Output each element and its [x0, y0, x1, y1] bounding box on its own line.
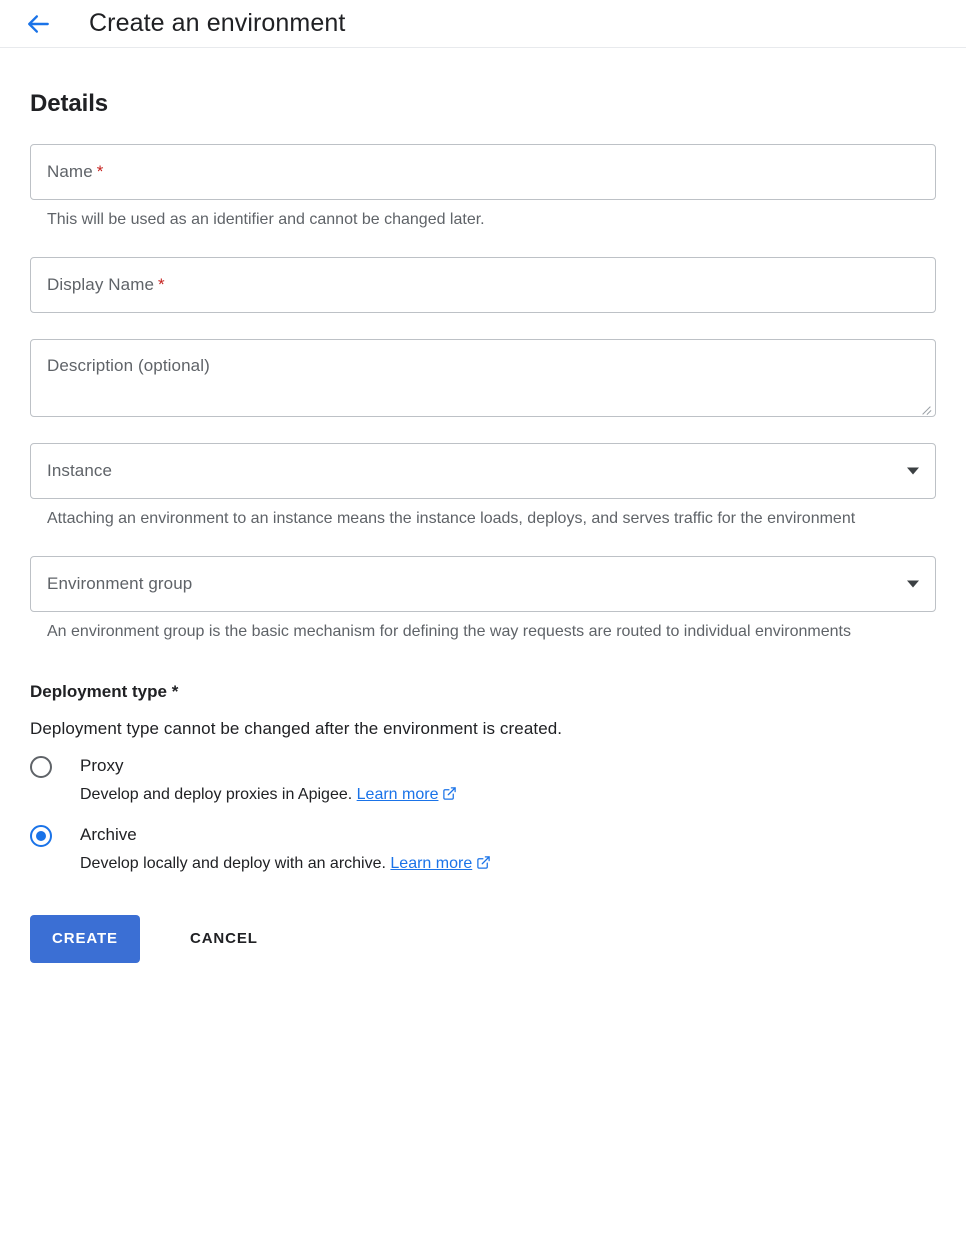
environment-group-field-block [30, 556, 936, 643]
display-name-input[interactable] [30, 257, 936, 313]
environment-group-field-hint: An environment group is the basic mechanism for defining the way requests are routed to individual environments [47, 623, 851, 641]
chevron-down-icon[interactable] [907, 468, 919, 475]
instance-select[interactable] [30, 443, 936, 499]
radio-proxy-description-text: Develop and deploy proxies in Apigee. [80, 785, 353, 803]
radio-archive-description [80, 854, 491, 877]
name-input-placeholder: Name [47, 162, 93, 181]
display-name-field-block [30, 257, 936, 313]
radio-option-proxy[interactable] [30, 755, 936, 808]
cancel-button[interactable]: CANCEL [184, 929, 264, 948]
deployment-type-subtitle: Deployment type cannot be changed after the environment is created. [30, 718, 563, 738]
archive-learn-more-link[interactable]: Learn more [390, 854, 473, 872]
radio-proxy-label: Proxy [80, 755, 124, 775]
description-textarea[interactable] [30, 339, 936, 417]
environment-group-select[interactable] [30, 556, 936, 612]
create-button[interactable]: CREATE [30, 915, 140, 963]
radio-archive-description-text: Develop locally and deploy with an archive. [80, 854, 386, 872]
arrow-left-icon[interactable] [22, 7, 56, 41]
chevron-down-icon[interactable] [907, 581, 919, 588]
name-field-hint: This will be used as an identifier and cannot be changed later. [47, 211, 485, 228]
details-section-title: Details [30, 90, 109, 117]
page-title: Create an environment [89, 9, 346, 37]
name-field-block [30, 144, 936, 231]
instance-field-hint: Attaching an environment to an instance means the instance loads, deploys, and serves traffic for the environment [47, 510, 856, 528]
radio-proxy-texts [80, 755, 457, 808]
description-textarea-placeholder: Description (optional) [47, 356, 210, 376]
radio-proxy-description [80, 785, 457, 808]
external-link-icon[interactable] [442, 786, 457, 808]
radio-archive-icon[interactable] [30, 825, 52, 847]
name-required-asterisk: * [96, 162, 104, 181]
name-input[interactable] [30, 144, 936, 200]
radio-option-archive[interactable] [30, 824, 936, 877]
proxy-learn-more-link[interactable]: Learn more [356, 785, 439, 803]
radio-archive-texts [80, 824, 491, 877]
page-header [0, 0, 966, 48]
environment-group-select-placeholder: Environment group [47, 574, 193, 594]
display-name-input-placeholder: Display Name [47, 275, 155, 295]
deployment-type-label: Deployment type * [30, 681, 179, 701]
instance-field-block [30, 443, 936, 530]
form-content [0, 90, 966, 987]
radio-proxy-icon[interactable] [30, 756, 52, 778]
resize-handle-icon[interactable] [920, 402, 932, 414]
instance-select-placeholder: Instance [47, 461, 113, 481]
display-name-required-asterisk: * [158, 275, 165, 295]
radio-archive-label: Archive [80, 824, 137, 844]
external-link-icon[interactable] [476, 855, 491, 877]
form-actions [30, 915, 936, 987]
description-field-block [30, 339, 936, 417]
